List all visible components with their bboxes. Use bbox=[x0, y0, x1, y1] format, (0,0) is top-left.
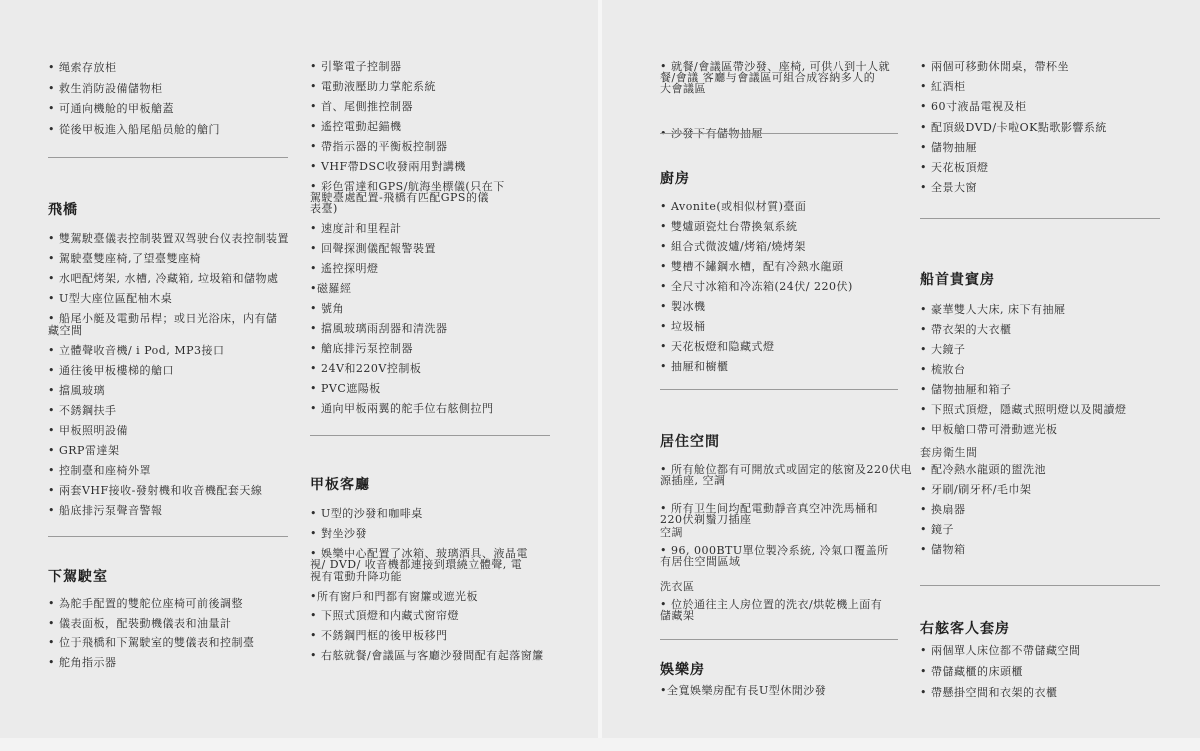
section-title-starboard-guest: 右舷客人套房 bbox=[920, 621, 1010, 637]
list-item: • 兩個可移動休閒桌，帶杯坐 bbox=[920, 60, 1069, 73]
section-title-galley: 廚房 bbox=[660, 171, 690, 187]
list-item: • 右舷就餐/會議區与客廳沙發間配有起落窗簾 bbox=[310, 649, 544, 662]
list-item: • 牙刷/刷牙杯/毛巾架 bbox=[920, 483, 1032, 496]
section-divider bbox=[660, 389, 898, 390]
list-item: • 遙控電動起錨機 bbox=[310, 120, 402, 133]
list-item: • 立體聲收音機/ i Pod, MP3接口 bbox=[48, 343, 225, 357]
list-item: • 舵角指示器 bbox=[48, 655, 117, 669]
list-item: • 垃圾桶 bbox=[660, 320, 706, 333]
section-title-living: 居住空間 bbox=[660, 434, 720, 450]
list-item: • 天花板頂燈 bbox=[920, 161, 989, 174]
list-item: • 天花板燈和隐藏式燈 bbox=[660, 340, 775, 353]
list-item: 視/ DVD/ 收音機都連接到環繞立體聲, 電 bbox=[310, 558, 523, 572]
section-divider bbox=[310, 435, 550, 436]
list-item: • 甲板艙口帶可滑動遮光板 bbox=[920, 423, 1058, 436]
section-title-flybridge: 飛橋 bbox=[48, 202, 78, 218]
list-item: 視有電動升降功能 bbox=[310, 569, 402, 583]
list-item: • 儲物抽屜 bbox=[920, 140, 977, 154]
list-item: • Avonite(或相似材質)臺面 bbox=[660, 200, 807, 213]
section-title-deck-saloon: 甲板客廳 bbox=[310, 477, 370, 493]
list-item: • 全尺寸冰箱和冷冻箱(24伏/ 220伏) bbox=[660, 280, 853, 293]
list-item: 源插座, 空調 bbox=[660, 474, 726, 487]
list-item: • 娛樂中心配置了冰箱、玻璃酒具、液晶電 bbox=[310, 546, 528, 560]
bottom-strip bbox=[0, 738, 1200, 751]
list-item: • 24V和220V控制板 bbox=[310, 362, 422, 375]
list-item: • 配冷熱水龍頭的盥洗池 bbox=[920, 463, 1046, 476]
list-item: • 從後甲板進入船尾船员舱的艙门 bbox=[48, 122, 220, 136]
list-item: • 通向甲板兩翼的舵手位右舷側拉門 bbox=[310, 402, 494, 415]
list-item: •所有窗戶和門都有窗簾或遮光板 bbox=[310, 589, 478, 603]
list-item: • 儲物抽屜和箱子 bbox=[920, 383, 1012, 396]
list-item: • 就餐/會議區帶沙發、座椅, 可供八到十人就 bbox=[660, 60, 891, 73]
list-item: • 下照式頂燈和内藏式窗帘燈 bbox=[310, 609, 459, 623]
list-item: • GRP雷達架 bbox=[48, 443, 120, 457]
list-item: • 通往後甲板樓梯的艙口 bbox=[48, 363, 174, 377]
list-item: • 全景大窗 bbox=[920, 181, 977, 195]
list-item: • 駕駛臺雙座椅,了望臺雙座椅 bbox=[48, 252, 201, 265]
list-item: • 為舵手配置的雙舵位座椅可前後調整 bbox=[48, 597, 243, 610]
list-item: • 速度計和里程計 bbox=[310, 222, 402, 235]
section-divider bbox=[660, 133, 898, 134]
list-item: 220伏剃鬚刀插座 bbox=[660, 513, 752, 526]
list-item: • 甲板照明設備 bbox=[48, 423, 128, 437]
list-item: • 擋風玻璃 bbox=[48, 383, 105, 397]
list-item: • 回聲探測儀配報警裝置 bbox=[310, 242, 436, 255]
list-item: • 位于飛橋和下駕駛室的雙儀表和控制臺 bbox=[48, 636, 255, 650]
list-item: • 紅酒柜 bbox=[920, 80, 966, 94]
sub-label-bath: 套房衛生間 bbox=[920, 446, 978, 459]
list-item: 大會議區 bbox=[660, 82, 706, 95]
list-item: • 绳索存放柜 bbox=[48, 61, 117, 74]
list-item: 駕駛臺處配置-飛橋有匹配GPS的儀 bbox=[310, 191, 489, 204]
section-title-lower-helm: 下駕駛室 bbox=[48, 569, 108, 585]
list-item: 表臺) bbox=[310, 202, 338, 215]
list-item: • 不銹鋼扶手 bbox=[48, 403, 117, 417]
list-item: • 遙控探明燈 bbox=[310, 262, 379, 275]
list-item: • 救生消防設備儲物柜 bbox=[48, 81, 163, 95]
list-item: 餐/會議 客廳与會議區可組合成容納多人的 bbox=[660, 71, 876, 84]
list-item: • 控制臺和座椅外罩 bbox=[48, 463, 151, 477]
list-item: • 雙駕駛臺儀表控制裝置双驾驶台仪表控制装置 bbox=[48, 232, 289, 245]
list-item: • 帶懸掛空間和衣架的衣櫃 bbox=[920, 686, 1058, 699]
list-item: •全寬娛樂房配有長U型休閒沙發 bbox=[660, 684, 827, 697]
list-item: • 梳妝台 bbox=[920, 363, 966, 376]
section-divider bbox=[48, 157, 288, 158]
list-item: • 儀表面板，配裝動機儀表和油量計 bbox=[48, 616, 232, 630]
list-item: 有居住空間區域 bbox=[660, 555, 741, 568]
list-item: 儲藏架 bbox=[660, 609, 695, 622]
section-divider bbox=[660, 639, 898, 640]
list-item: • 60寸液晶電視及柜 bbox=[920, 100, 1027, 114]
section-title-entertainment: 娛樂房 bbox=[660, 662, 705, 678]
list-item: • 組合式微波爐/烤箱/燒烤架 bbox=[660, 240, 806, 253]
list-item: • 電動液壓助力掌舵系統 bbox=[310, 80, 436, 93]
list-item: • 抽屜和櫥櫃 bbox=[660, 360, 729, 373]
list-item: • 對坐沙發 bbox=[310, 526, 367, 540]
list-item: • 帶指示器的平衡板控制器 bbox=[310, 140, 448, 153]
list-item: • 鏡子 bbox=[920, 523, 954, 536]
sub-label-laundry: 洗衣區 bbox=[660, 580, 695, 593]
list-item: • 彩色雷達和GPS/航海坐標儀(只在下 bbox=[310, 180, 505, 193]
list-item: • 雙爐頭瓷灶台帶換氣系統 bbox=[660, 220, 798, 233]
list-item: • 豪華雙人大床, 床下有抽屜 bbox=[920, 303, 1066, 316]
section-divider bbox=[48, 536, 288, 537]
list-item: • 水吧配烤架, 水槽, 冷藏箱, 垃圾箱和儲物處 bbox=[48, 272, 279, 285]
list-item: • 不銹鋼門框的後甲板移門 bbox=[310, 629, 448, 643]
list-item: • 配頂級DVD/卡啦OK點歌影響系統 bbox=[920, 120, 1107, 134]
list-item: 藏空間 bbox=[48, 323, 83, 337]
list-item: • 兩套VHF接收-發射機和收音機配套天線 bbox=[48, 483, 263, 497]
list-item: • U型的沙發和咖啡桌 bbox=[310, 507, 423, 520]
list-item: • 帶儲藏櫃的床頭櫃 bbox=[920, 665, 1023, 678]
list-item: • U型大座位區配柚木桌 bbox=[48, 292, 173, 305]
list-item: • 擋風玻璃雨刮器和清洗器 bbox=[310, 322, 448, 335]
list-item: • VHF帶DSC收發兩用對講機 bbox=[310, 160, 466, 173]
list-item: • 大鏡子 bbox=[920, 343, 966, 356]
list-item: • 所有卫生间均配電動靜音真空冲洗馬桶和 bbox=[660, 502, 878, 515]
list-item: • 艙底排污泵控制器 bbox=[310, 342, 413, 355]
list-item: • 儲物箱 bbox=[920, 543, 966, 556]
sub-label-aircon: 空調 bbox=[660, 526, 683, 539]
list-item: • 帶衣架的大衣櫃 bbox=[920, 323, 1012, 336]
list-item: • 號角 bbox=[310, 302, 344, 315]
list-item: • 下照式頂燈，隱藏式照明燈以及閱讀燈 bbox=[920, 403, 1127, 416]
list-item: • 位於通往主人房位置的洗衣/烘乾機上面有 bbox=[660, 598, 883, 611]
section-divider bbox=[920, 585, 1160, 586]
list-item: • 可通向機舱的甲板艙蓋 bbox=[48, 102, 174, 115]
list-item: • PVC遮陽板 bbox=[310, 382, 381, 395]
list-item: • 雙槽不鏽鋼水槽，配有冷熱水龍頭 bbox=[660, 260, 844, 273]
list-item: • 沙發下有儲物抽屜 bbox=[660, 127, 763, 140]
section-title-master: 船首貴賓房 bbox=[920, 272, 995, 288]
list-item: •磁羅經 bbox=[310, 282, 352, 295]
list-item: • 引擎電子控制器 bbox=[310, 60, 402, 73]
list-item: • 船尾小艇及電動吊桿；或日光浴床，内有儲 bbox=[48, 312, 278, 325]
list-item: • 換扇器 bbox=[920, 503, 966, 516]
list-item: • 製冰機 bbox=[660, 300, 706, 313]
list-item: • 船底排污泵聲音警報 bbox=[48, 503, 163, 517]
list-item: • 96, 000BTU單位製冷系統, 冷氣口覆盖所 bbox=[660, 544, 889, 557]
list-item: • 所有舱位都有可開放式或固定的舷窗及220伏电 bbox=[660, 463, 912, 476]
section-divider bbox=[920, 218, 1160, 219]
list-item: • 兩個單人床位都不帶儲藏空間 bbox=[920, 644, 1081, 657]
list-item: • 首、尾側推控制器 bbox=[310, 100, 413, 113]
